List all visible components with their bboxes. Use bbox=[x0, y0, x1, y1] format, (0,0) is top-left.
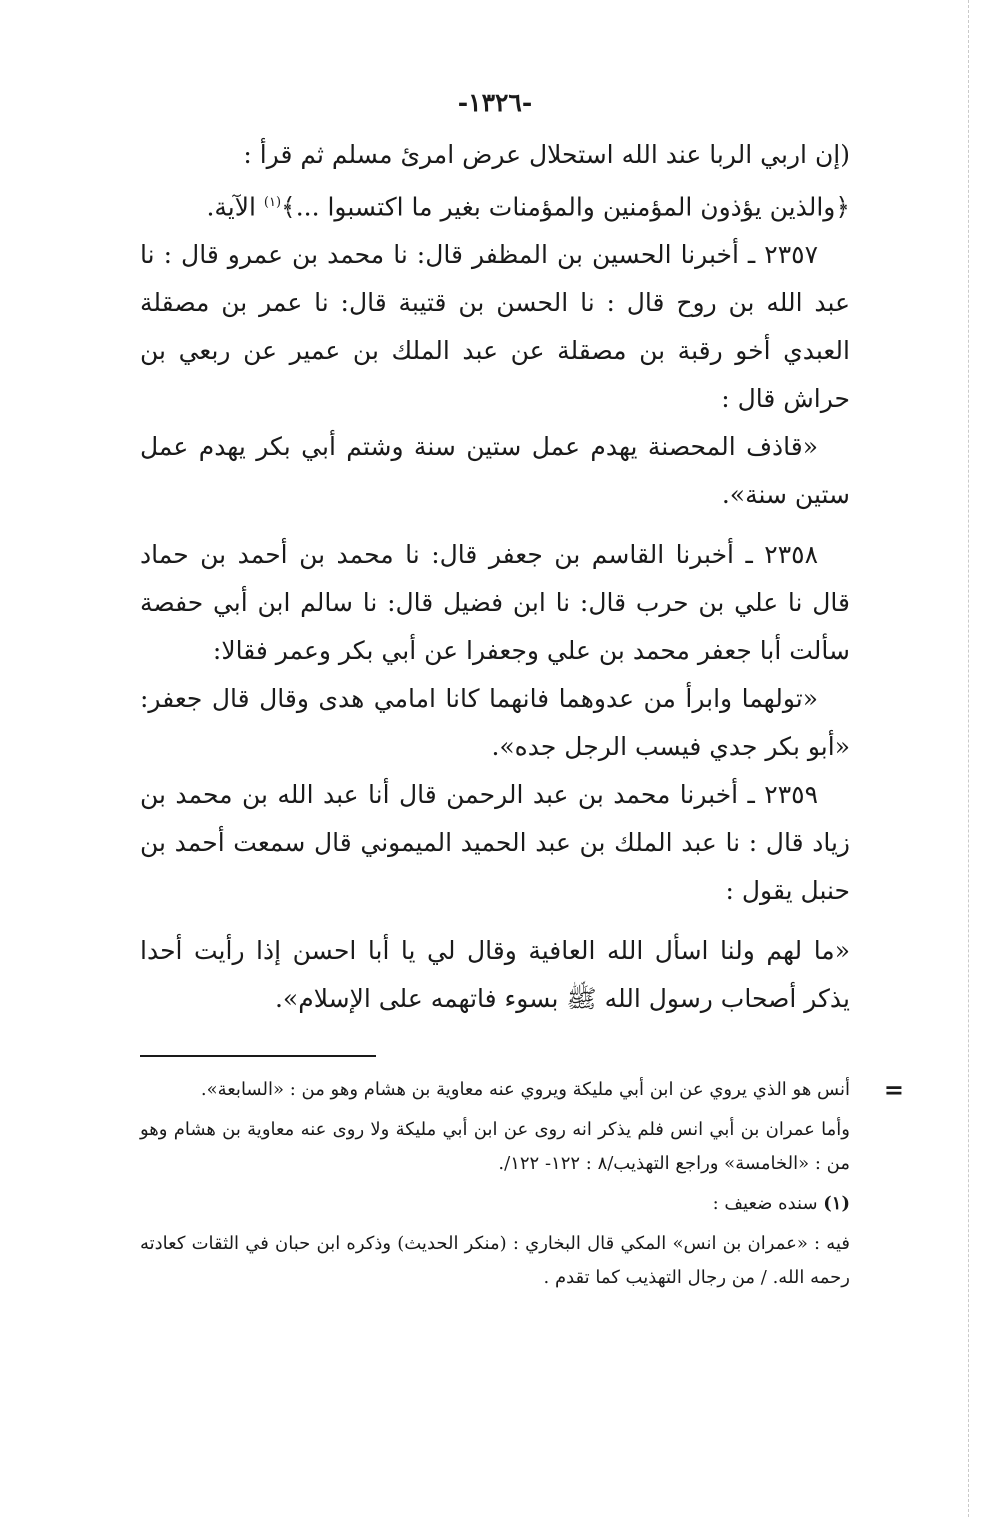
footnote-number: (١) bbox=[823, 1193, 850, 1215]
main-text bbox=[140, 131, 850, 1023]
paragraph-2359-quote bbox=[140, 927, 850, 1023]
paragraph-hadith-riba bbox=[140, 131, 850, 179]
paragraph-text: ٢٣٥٩ ـ أخبرنا محمد بن عبد الرحمن قال أنا عبد الله بن محمد بن زياد قال : نا عبد الملك بن عبد الحميد الميموني قال سمعت أحمد بن حنبل يقول : bbox=[140, 780, 850, 906]
paragraph-text: «تولهما وابرأ من عدوهما فانهما كانا امامي هدى وقال قال جعفر: «أبو بكر جدي فيسب الرجل جده». bbox=[140, 684, 850, 762]
footnote-text: فيه : «عمران بن انس» المكي قال البخاري : (منكر الحديث) وذكره ابن حبان في الثقات كعادته رحمه الله. / من رجال التهذيب كما تقدم . bbox=[140, 1233, 850, 1289]
footnote-line: أنس هو الذي يروي عن ابن أبي مليكة ويروي عنه معاوية بن هشام وهو من : «السابعة». bbox=[200, 1079, 850, 1101]
paragraph-2357 bbox=[140, 231, 850, 423]
footnote-1-heading bbox=[140, 1187, 850, 1221]
quran-verse-text: ﴿والذين يؤذون المؤمنين والمؤمنات بغير ما اكتسبوا ...﴾ bbox=[281, 192, 850, 222]
footnotes bbox=[140, 1073, 904, 1295]
book-page bbox=[140, 88, 904, 1295]
paragraph-text: ٢٣٥٨ ـ أخبرنا القاسم بن جعفر قال: نا محمد بن أحمد بن حماد قال نا علي بن حرب قال: نا ابن فضيل قال: نا سالم ابن أبي حفصة سألت أبا جعفر محمد بن علي وجعفرا عن أبي بكر وعمر فقالا: bbox=[140, 540, 850, 666]
paragraph-quran-verse bbox=[140, 179, 850, 231]
page-number: -١٣٢٦- bbox=[457, 88, 533, 117]
paragraph-2358-quote bbox=[140, 675, 850, 771]
paragraph-2359 bbox=[140, 771, 850, 915]
scan-edge-line bbox=[968, 0, 969, 1517]
footnote-ref: (١) bbox=[263, 195, 282, 210]
verse-suffix: الآية. bbox=[206, 192, 256, 222]
paragraph-text: ٢٣٥٧ ـ أخبرنا الحسين بن المظفر قال: نا محمد بن عمرو قال : نا عبد الله بن روح قال : نا الحسن بن قتيبة قال: نا عمر بن مصقلة العبدي أخو رقبة بن مصقلة عن عبد الملك بن عمير عن ربعي بن حراش قال : bbox=[140, 240, 850, 414]
footnote-title: سنده ضعيف : bbox=[712, 1193, 818, 1215]
paragraph-text: «قاذف المحصنة يهدم عمل ستين سنة وشتم أبي بكر يهدم عمل ستين سنة». bbox=[140, 432, 850, 510]
footnote-line: وأما عمران بن أبي انس فلم يذكر انه روى عن ابن أبي مليكة ولا روى عنه معاوية بن هشام وهو من : «الخامسة» وراجع التهذيب/٨ : ١٢٢- ١٢٢/. bbox=[140, 1119, 850, 1175]
footnote-separator bbox=[140, 1055, 376, 1057]
paragraph-2358 bbox=[140, 531, 850, 675]
paragraph-2357-quote bbox=[140, 423, 850, 519]
paragraph-text: «ما لهم ولنا اسأل الله العافية وقال لي يا أبا احسن إذا رأيت أحدا يذكر أصحاب رسول الله ﷺ بسوء فاتهمه على الإسلام». bbox=[140, 936, 850, 1014]
footnote-1-body bbox=[140, 1227, 850, 1295]
paragraph-text: (إن اربي الربا عند الله استحلال عرض امرئ مسلم ثم قرأ : bbox=[243, 140, 850, 169]
continuation-mark: = bbox=[883, 1075, 904, 1105]
footnote-paragraph bbox=[140, 1113, 850, 1181]
footnote-continuation bbox=[140, 1073, 904, 1107]
